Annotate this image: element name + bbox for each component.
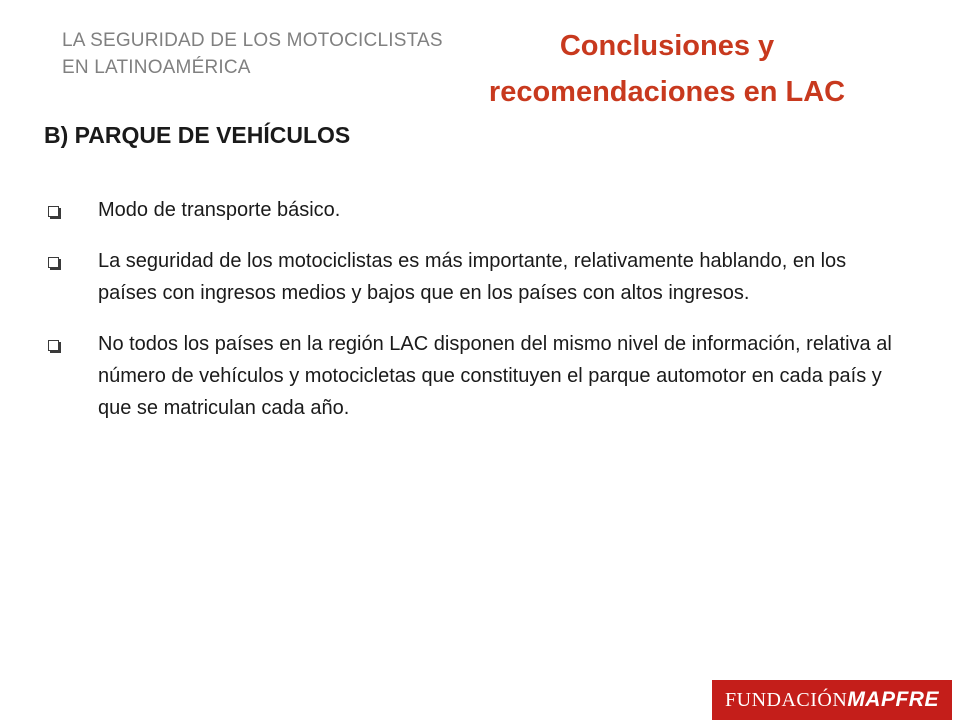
section-heading: B) PARQUE DE VEHÍCULOS (44, 122, 351, 148)
presentation-kicker (62, 27, 482, 81)
bullet-item (44, 194, 904, 226)
checkbox-square-icon (48, 257, 59, 268)
checkbox-square-icon (48, 206, 59, 217)
fundacion-mapfre-logo (712, 680, 952, 720)
kicker-line-1: LA SEGURIDAD DE LOS MOTOCICLISTAS (62, 30, 443, 51)
bullet-text: No todos los países en la región LAC disponen del mismo nivel de información, relativa al número de vehículos y motocicletas que constituyen el parque automotor en cada país y que se matriculan cada año. (98, 333, 892, 419)
logo-text-fundacion: FUNDACIÓN (725, 688, 848, 711)
logo-text-mapfre: MAPFRE (847, 688, 939, 711)
kicker-line-2: EN LATINOAMÉRICA (62, 57, 251, 78)
slide-title-line-2: recomendaciones en LAC (488, 76, 846, 108)
slide-title (432, 23, 902, 115)
bullet-text: La seguridad de los motociclistas es más importante, relativamente hablando, en los países con ingresos medios y bajos que en los países con altos ingresos. (98, 250, 847, 304)
bullet-item (44, 328, 904, 424)
bullet-list (44, 194, 904, 443)
checkbox-square-icon (48, 340, 59, 351)
bullet-text: Modo de transporte básico. (98, 199, 341, 221)
slide-title-line-1: Conclusiones y (559, 30, 775, 62)
bullet-item (44, 245, 904, 309)
